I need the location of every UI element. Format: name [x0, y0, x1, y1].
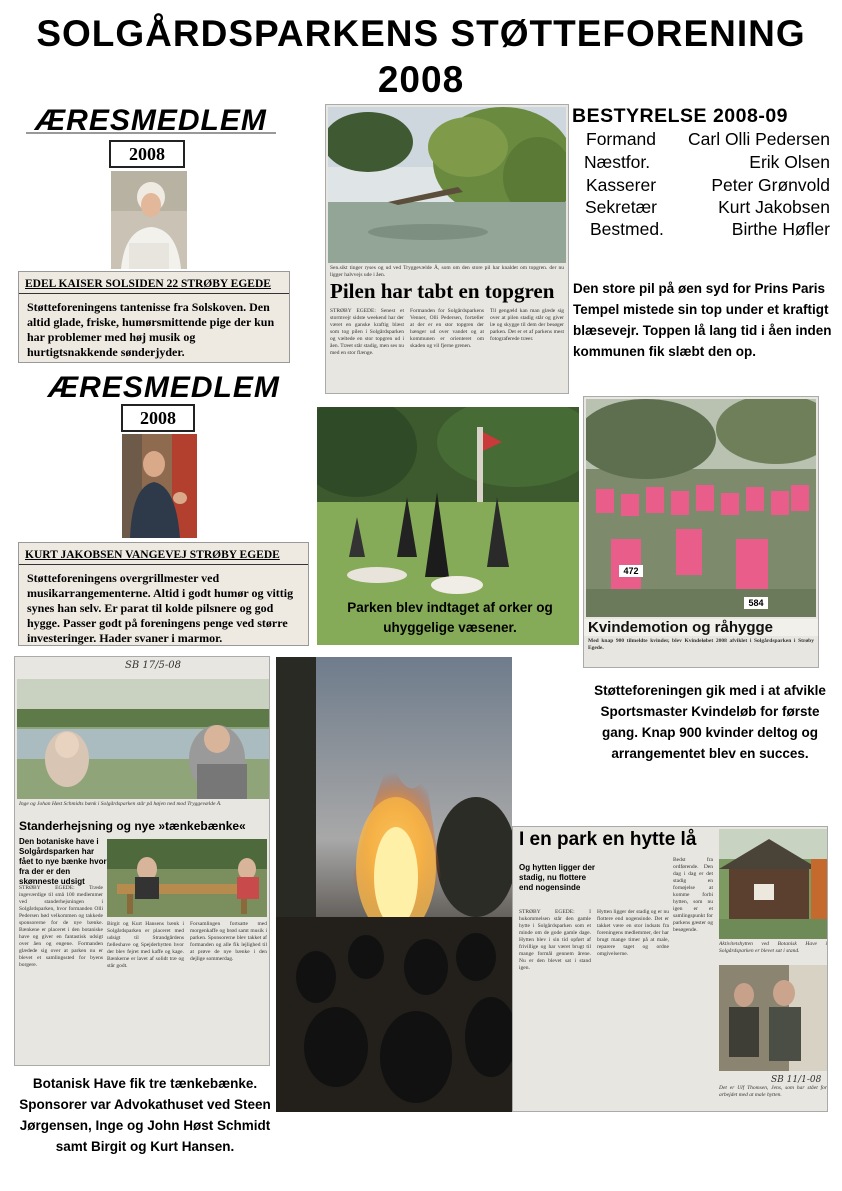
- bench-text-col1: STRØBY EGEDE: Træde ingeværdige til små 100 medlemmer ved standerhejsningen i Solgårdsparken, hvor formanden Olli Pedersen bød velkommen og takkede sponsorerne for de nye bænke. Bænkene er placeret i den botaniske have og giver en fantastisk udsigt over åen og engene. Formanden glædede sig over at parken nu er blevet et samlingssted for byens borgere.: [19, 885, 103, 968]
- willow-article-text: STRØBY EGEDE: Senest et stormvejr sidste weekend har der været en ganske kraftig blæst som tog pilen i Solgårdsparken og væltede en stor topgren ud i åen. Træet står stadig, men ses nu med en stor flænge. Formanden for Solgårdsparkens Venner, Olli Pedersen, fortæller at der er en stor topgren der hænger ud over vandet og at kommunen er orienteret om skaden og vil fjerne grenen. Til gengæld kan man glæde sig over at pilen stadig står og giver læ og skygge til dem der besøger parken. Det er et af parkens mest fotograferede træer.: [330, 308, 564, 356]
- hut-photo-caption-2: Det er Ulf Thomsen, Jens, som har stået for arbejdet med at male hytten.: [719, 1085, 827, 1098]
- hut-clipping: [512, 826, 828, 1112]
- hut-photo-2: [719, 965, 827, 1071]
- race-note: Støtteforeningen gik med i at afvikle Sportsmaster Kvindeløb for første gang. Knap 900 kvinder deltog og arrangementet blev en succes.: [594, 683, 826, 761]
- hut-text-col3: Bedst fra ordførende. Den dag i dag er det stadig en fornøjelse at komme forbi hytten, som nu igen er et samlingspunkt for parkens gæster og besøgende.: [673, 857, 713, 933]
- board-role-bestmed: Bestmed.: [590, 219, 664, 239]
- honor-photo-2: [122, 434, 197, 538]
- bench-lead: Den botaniske have i Solgårdsparken har fået to nye bænke hvor fra der er den skønneste udsigt: [19, 837, 107, 886]
- bench-photo: [17, 679, 269, 799]
- board-name-sekretaer: Kurt Jakobsen: [718, 197, 830, 217]
- bench-headline: Standerhejsning og nye »tænkebænke«: [19, 819, 246, 833]
- race-photo: [586, 399, 816, 617]
- bench-note: Botanisk Have fik tre tænkebænke. Sponsorer var Advokathuset ved Steen Jørgensen, Inge og John Høst Schmidt samt Birgit og Kurt Hansen.: [19, 1076, 271, 1154]
- board-role-kasserer: Kasserer: [586, 175, 657, 195]
- page-year: 2008: [377, 59, 465, 100]
- honor-photo-1: [111, 171, 187, 269]
- race-lead: Med knap 900 tilmeldte kvinder, blev Kvindeløbet 2008 afviklet i Solgårdsparken i Strøby Egede.: [588, 638, 814, 651]
- bench-clipping: [14, 656, 270, 1066]
- board-name-formand: Carl Olli Pedersen: [688, 129, 830, 149]
- honor-name-2: KURT JAKOBSEN VANGEVEJ STRØBY EGEDE: [19, 543, 308, 565]
- hut-text-cols: STRØBY EGEDE: I hukommelsen står den gamle hytte i Solgårdsparken som et minde om de gode gamle dage. Hytten blev i sin tid opført af frivillige og har været brugt til mange formål gennem årene. Nu er den blevet sat i stand igen. Hytten ligger der stadig og er nu flottere end nogensinde. Det er takket være en stor indsats fra foreningens medlemmer, der har brugt mange timer på at male, reparere taget og ordne omgivelserne.: [519, 909, 669, 971]
- willow-photo-caption: Sen.sikt tinger ryses og ud ved Tryggevælde Å, som om den store pil har knaldet om topgren. der nu ligger halvvejs ude i åen.: [330, 265, 564, 278]
- board-role-sekretaer: Sekretær: [585, 197, 657, 217]
- hut-handwritten-date: SB 11/1-08: [771, 1075, 822, 1085]
- honor-heading-1: ÆRESMEDLEM: [26, 104, 276, 134]
- board-name-naestfor: Erik Olsen: [749, 152, 830, 172]
- honor-year-2: 2008: [121, 404, 195, 432]
- board-title: BESTYRELSE 2008-09: [572, 105, 789, 127]
- board-name-kasserer: Peter Grønvold: [711, 175, 830, 195]
- honor-text-1: Støtteforeningens tantenisse fra Solskoven. Den altid glade, friske, humørsmittende pige der kun har problemer med høj musik og hurtigtsnakkende sønderjyder.: [27, 300, 275, 359]
- bench-photo-2: [107, 839, 267, 917]
- hut-photo-caption: Aktivitetshytten ved Botanisk Have i Solgårdsparken er blevet sat i stand.: [719, 941, 827, 954]
- hut-subhead: Og hytten ligger der stadig, nu flottere end nogensinde: [519, 863, 596, 892]
- race-headline: Kvindemotion og råhygge: [584, 619, 818, 636]
- race-bib-2: 584: [744, 597, 768, 609]
- willow-clipping: [325, 104, 569, 394]
- board-role-naestfor: Næstfor.: [584, 152, 651, 172]
- willow-headline: Pilen har tabt en topgren: [330, 279, 555, 303]
- honor-year-1: 2008: [109, 140, 185, 168]
- race-bib-1: 472: [619, 565, 643, 577]
- board-role-formand: Formand: [586, 129, 657, 149]
- page-title: SOLGÅRDSPARKENS STØTTEFORENING: [36, 13, 806, 54]
- bonfire-photo: [276, 657, 512, 1112]
- race-clipping: [583, 396, 819, 668]
- bench-handwritten-date: SB 17/5-08: [125, 660, 181, 671]
- hut-headline: I en park en hytte lå: [519, 829, 697, 850]
- honor-text-2: Støtteforeningens overgrillmester ved musikarrangementerne. Altid i godt humør og vittig synes han selv. Er parat til kolde pilsnere og god hygge. Passer godt på foreningens penge ved større investeringer. Hader svaner i marmor.: [27, 571, 294, 645]
- board-list: [580, 129, 830, 244]
- bench-photo-caption: Inge og Johan Høst Schmidts bænk i Solgårdsparken står på højen ned mod Tryggevælde Å.: [19, 801, 222, 807]
- bench-text-cols: Birgit og Kurt Hansens bænk i Solgårdsparken er placeret med udsigt til Strandgårdens fælleshave og Spejderhytten hvor der blev fejret med kaffe og kage. Bænkerne er lavet af solidt træ og står godt. Forsamlingen fortsatte med morgenkaffe og brød samt musik i parken. Sponsorerne blev takket af formanden og alle fik lejlighed til at prøve de nye bænke i den dejlige sommerdag.: [107, 921, 267, 969]
- hut-photo: [719, 829, 827, 939]
- board-name-bestmed: Birthe Høfler: [731, 219, 830, 239]
- willow-photo: [328, 107, 566, 263]
- orcs-caption: Parken blev indtaget af orker og uhyggelige væsener.: [347, 600, 553, 635]
- honor-heading-2: ÆRESMEDLEM: [48, 371, 280, 404]
- honor-name-1: EDEL KAISER SOLSIDEN 22 STRØBY EGEDE: [19, 272, 289, 294]
- honor-clip-1: [18, 271, 290, 363]
- honor-clip-2: [18, 542, 309, 646]
- willow-note: Den store pil på øen syd for Prins Paris Tempel mistede sin top under et kraftigt blæsevejr. Toppen lå lang tid i åen inden kommunen fik slæbt den op.: [573, 281, 832, 359]
